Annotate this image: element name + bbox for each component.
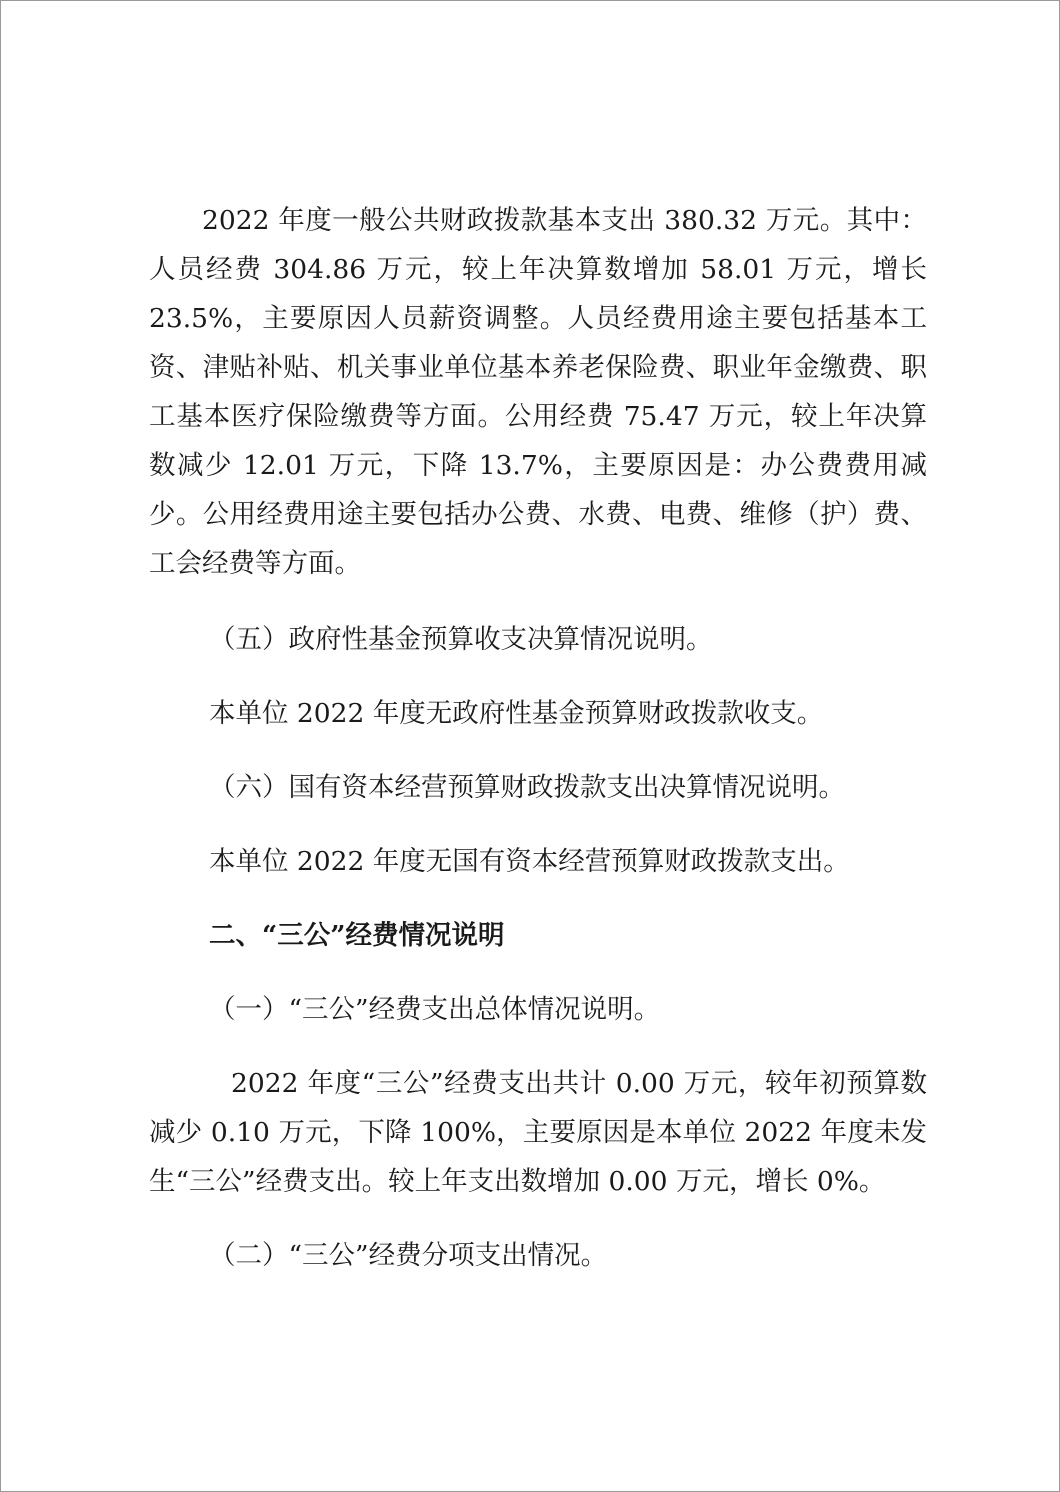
- heading-three-public-itemized: （二）“三公”经费分项支出情况。: [209, 1240, 608, 1271]
- document-body: [149, 196, 927, 1280]
- government-fund-paragraph: 本单位 2022 年度无政府性基金预算财政拨款收支。: [209, 698, 824, 729]
- section-title-three-public: 二、“三公”经费情况说明: [209, 920, 505, 951]
- heading-state-capital: （六）国有资本经营预算财政拨款支出决算情况说明。: [209, 772, 845, 803]
- heading-government-fund: （五）政府性基金预算收支决算情况说明。: [209, 624, 713, 655]
- three-public-overall-paragraph: 2022 年度“三公”经费支出共计 0.00 万元，较年初预算数减少 0.10 万元，下降 100%，主要原因是本单位 2022 年度未发生“三公”经费支出。较上年支出数增加 0.00 万元，增长 0%。: [149, 1068, 927, 1197]
- heading-three-public-overall: （一）“三公”经费支出总体情况说明。: [209, 994, 661, 1025]
- state-capital-paragraph: 本单位 2022 年度无国有资本经营预算财政拨款支出。: [209, 846, 850, 877]
- basic-expenditure-paragraph: 2022 年度一般公共财政拨款基本支出 380.32 万元。其中：人员经费 304.86 万元，较上年决算数增加 58.01 万元，增长 23.5%，主要原因人员薪资调整。人员经费用途主要包括基本工资、津贴补贴、机关事业单位基本养老保险费、职业年金缴费、职工基本医疗保险缴费等方面。公用经费 75.47 万元，较上年决算数减少 12.01 万元，下降 13.7%，主要原因是：办公费费用减少。公用经费用途主要包括办公费、水费、电费、维修（护）费、工会经费等方面。: [149, 205, 927, 579]
